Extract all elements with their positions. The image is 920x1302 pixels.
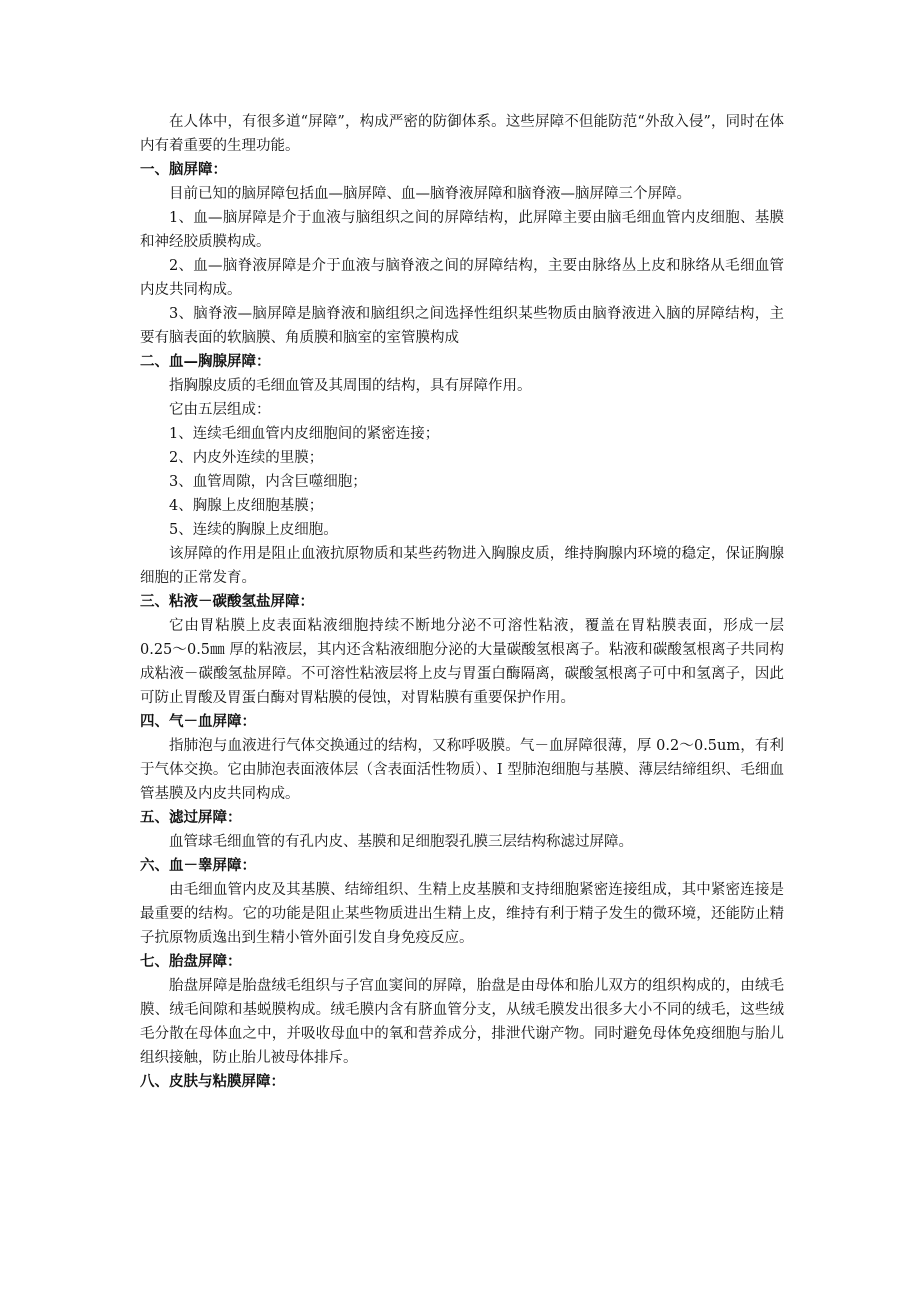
- list-item: 1、连续毛细血管内皮细胞间的紧密连接；: [169, 426, 440, 442]
- paragraph: 指肺泡与血液进行气体交换通过的结构，又称呼吸膜。气－血屏障很薄，厚 0.2～0.5um，有利于气体交换。它由肺泡表面液体层（含表面活性物质）、I 型肺泡细胞与基膜、薄层结缔组织、毛细血管基膜及内皮共同构成。: [140, 738, 784, 802]
- paragraph: 1、血—脑屏障是介于血液与脑组织之间的屏障结构，此屏障主要由脑毛细血管内皮细胞、基膜和神经胶质膜构成。: [140, 210, 784, 250]
- paragraph: 该屏障的作用是阻止血液抗原物质和某些药物进入胸腺皮质，维持胸腺内环境的稳定，保证胸腺细胞的正常发育。: [140, 546, 784, 586]
- section-heading-thymus-barrier: 二、血—胸腺屏障：: [140, 354, 271, 370]
- section-heading-placental-barrier: 七、胎盘屏障：: [140, 954, 242, 970]
- list-item: 4、胸腺上皮细胞基膜；: [169, 498, 324, 514]
- paragraph: 血管球毛细血管的有孔内皮、基膜和足细胞裂孔膜三层结构称滤过屏障。: [169, 834, 633, 850]
- paragraph: 3、脑脊液—脑屏障是脑脊液和脑组织之间选择性组织某些物质由脑脊液进入脑的屏障结构，主要有脑表面的软脑膜、角质膜和脑室的室管膜构成: [140, 306, 784, 346]
- section-heading-brain-barrier: 一、脑屏障：: [140, 162, 227, 178]
- intro-paragraph: 在人体中，有很多道“屏障”，构成严密的防御体系。这些屏障不但能防范“外敌入侵”，同时在体内有着重要的生理功能。: [140, 114, 784, 154]
- list-item: 5、连续的胸腺上皮细胞。: [169, 522, 338, 538]
- paragraph: 胎盘屏障是胎盘绒毛组织与子宫血窦间的屏障，胎盘是由母体和胎儿双方的组织构成的，由绒毛膜、绒毛间隙和基蜕膜构成。绒毛膜内含有脐血管分支，从绒毛膜发出很多大小不同的绒毛，这些绒毛分散在母体血之中，并吸收母血中的氧和营养成分，排泄代谢产物。同时避免母体免疫细胞与胎儿组织接触，防止胎儿被母体排斥。: [140, 978, 784, 1066]
- list-item: 3、血管周隙，内含巨噬细胞；: [169, 474, 367, 490]
- paragraph: 由毛细血管内皮及其基膜、结缔组织、生精上皮基膜和支持细胞紧密连接组成，其中紧密连接是最重要的结构。它的功能是阻止某些物质进出生精上皮，维持有利于精子发生的微环境，还能防止精子抗原物质逸出到生精小管外面引发自身免疫反应。: [140, 882, 784, 946]
- section-heading-blood-testis-barrier: 六、血－睾屏障：: [140, 858, 256, 874]
- section-heading-mucus-bicarbonate-barrier: 三、粘液－碳酸氢盐屏障：: [140, 594, 314, 610]
- section-heading-filtration-barrier: 五、滤过屏障：: [140, 810, 242, 826]
- section-heading-skin-mucosa-barrier: 八、皮肤与粘膜屏障：: [140, 1074, 285, 1090]
- document-body: [140, 110, 784, 1094]
- paragraph: 指胸腺皮质的毛细血管及其周围的结构，具有屏障作用。: [169, 378, 532, 394]
- section-heading-air-blood-barrier: 四、气－血屏障：: [140, 714, 256, 730]
- paragraph: 2、血—脑脊液屏障是介于血液与脑脊液之间的屏障结构，主要由脉络丛上皮和脉络从毛细血管内皮共同构成。: [140, 258, 784, 298]
- paragraph: 目前已知的脑屏障包括血—脑屏障、血—脑脊液屏障和脑脊液—脑屏障三个屏障。: [169, 186, 691, 202]
- list-item: 2、内皮外连续的里膜；: [169, 450, 324, 466]
- paragraph: 它由五层组成：: [169, 402, 271, 418]
- paragraph: 它由胃粘膜上皮表面粘液细胞持续不断地分泌不可溶性粘液，覆盖在胃粘膜表面，形成一层 0.25～0.5㎜ 厚的粘液层，其内还含粘液细胞分泌的大量碳酸氢根离子。粘液和碳酸氢根离子共同构成粘液－碳酸氢盐屏障。不可溶性粘液层将上皮与胃蛋白酶隔离，碳酸氢根离子可中和氢离子，因此可防止胃酸及胃蛋白酶对胃粘膜的侵蚀，对胃粘膜有重要保护作用。: [140, 618, 784, 706]
